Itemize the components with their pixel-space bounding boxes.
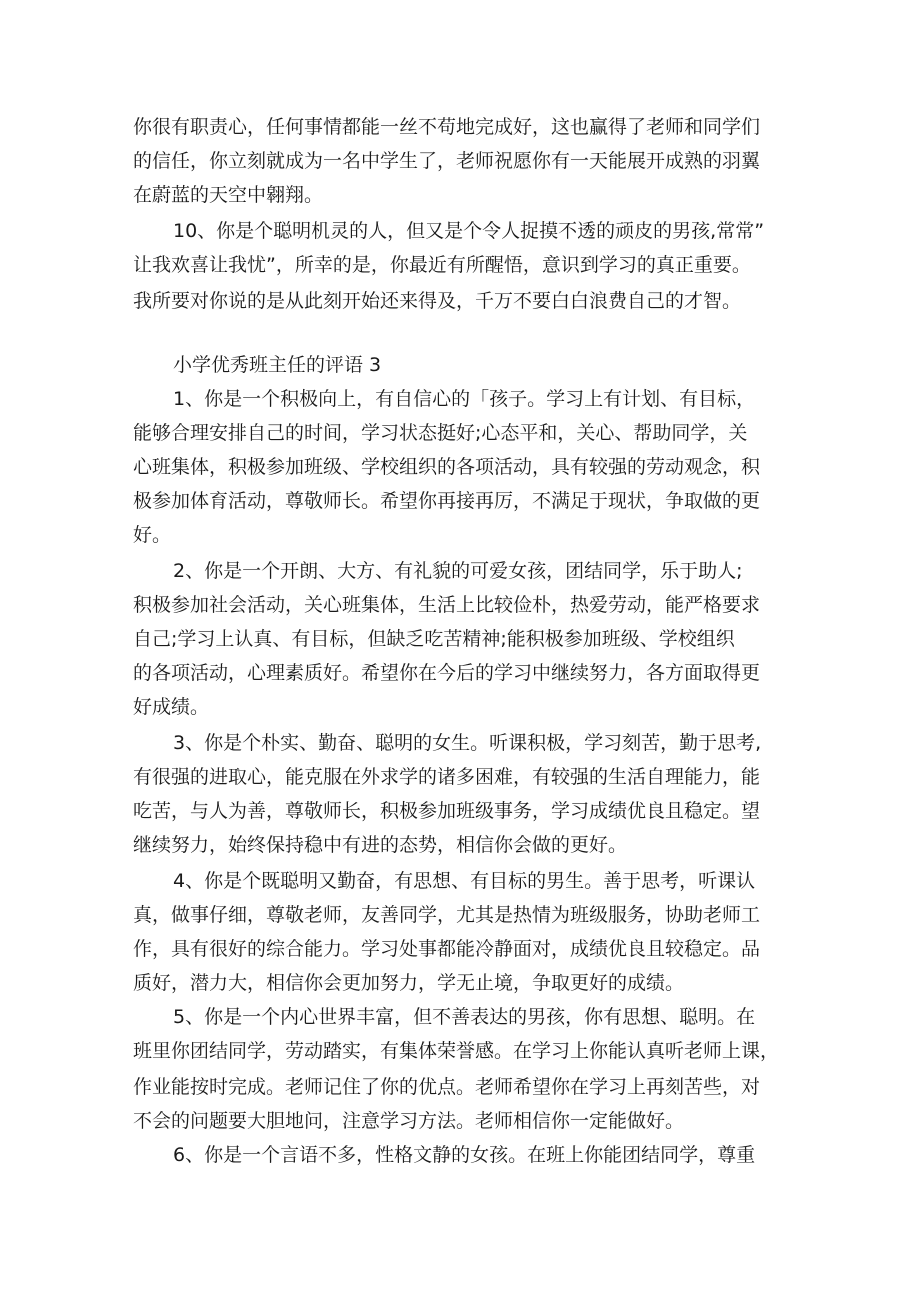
text-line: 能够合理安排自己的时间，学习状态挺好;心态平和，关心、帮助同学，关 <box>133 422 748 444</box>
text-line: 心班集体，积极参加班级、学校组织的各项活动，具有较强的劳动观念，积 <box>133 456 761 478</box>
text-line: 4、你是个既聪明又勤奋，有思想、有目标的男生。善于思考，听课认 <box>173 870 756 892</box>
text-line: 在蔚蓝的天空中翱翔。 <box>133 184 324 206</box>
text-line: 不会的问题要大胆地问，注意学习方法。老师相信你一定能做好。 <box>133 1110 685 1132</box>
text-line: 吃苦，与人为善，尊敬师长，积极参加班级事务，学习成绩优良且稳定。望 <box>133 800 761 822</box>
text-line: 10、你是个聪明机灵的人，但又是个令人捉摸不透的顽皮的男孩,常常” <box>173 220 765 242</box>
text-line: 好。 <box>133 524 172 546</box>
text-line: 极参加体育活动，尊敬师长。希望你再接再厉，不满足于现状，争取做的更 <box>133 490 761 512</box>
text-line: 6、你是一个言语不多，性格文静的女孩。在班上你能团结同学，尊重 <box>173 1144 756 1166</box>
text-line: 班里你团结同学，劳动踏实，有集体荣誉感。在学习上你能认真听老师上课， <box>133 1040 780 1062</box>
section-heading: 小学优秀班主任的评语 3 <box>173 354 382 376</box>
text-line: 继续努力，始终保持稳中有进的态势，相信你会做的更好。 <box>133 834 628 856</box>
text-line: 积极参加社会活动，关心班集体，生活上比较俭朴，热爱劳动，能严格要求 <box>133 594 761 616</box>
text-line: 好成绩。 <box>133 696 210 718</box>
text-line: 作，具有很好的综合能力。学习处事都能冷静面对，成绩优良且较稳定。品 <box>133 938 761 960</box>
text-line: 我所要对你说的是从此刻开始还来得及，千万不要白白浪费自己的才智。 <box>133 290 742 312</box>
text-line: 的各项活动，心理素质好。希望你在今后的学习中继续努力，各方面取得更 <box>133 662 761 684</box>
text-line: 1、你是一个积极向上，有自信心的「孩子。学习上有计划、有目标， <box>173 388 756 410</box>
text-line: 的信任，你立刻就成为一名中学生了，老师祝愿你有一天能展开成熟的羽翼 <box>133 150 761 172</box>
text-line: 自己;学习上认真、有目标，但缺乏吃苦精神;能积极参加班级、学校组织 <box>133 628 735 650</box>
text-line: 质好，潜力大，相信你会更加努力，学无止境，争取更好的成绩。 <box>133 972 685 994</box>
text-line: 真，做事仔细，尊敬老师，友善同学，尤其是热情为班级服务，协助老师工 <box>133 904 761 926</box>
text-line: 3、你是个朴实、勤奋、聪明的女生。听课积极，学习刻苦，勤于思考, <box>173 732 762 754</box>
text-line: 你很有职责心，任何事情都能一丝不苟地完成好，这也赢得了老师和同学们 <box>133 116 761 138</box>
text-line: 让我欢喜让我忧”，所幸的是，你最近有所醒悟，意识到学习的真正重要。 <box>133 254 751 276</box>
text-line: 2、你是一个开朗、大方、有礼貌的可爱女孩，团结同学，乐于助人; <box>173 560 743 582</box>
text-line: 5、你是一个内心世界丰富，但不善表达的男孩，你有思想、聪明。在 <box>173 1006 756 1028</box>
text-line: 有很强的进取心，能克服在外求学的诸多困难，有较强的生活自理能力，能 <box>133 766 761 788</box>
text-line: 作业能按时完成。老师记住了你的优点。老师希望你在学习上再刻苦些，对 <box>133 1076 761 1098</box>
